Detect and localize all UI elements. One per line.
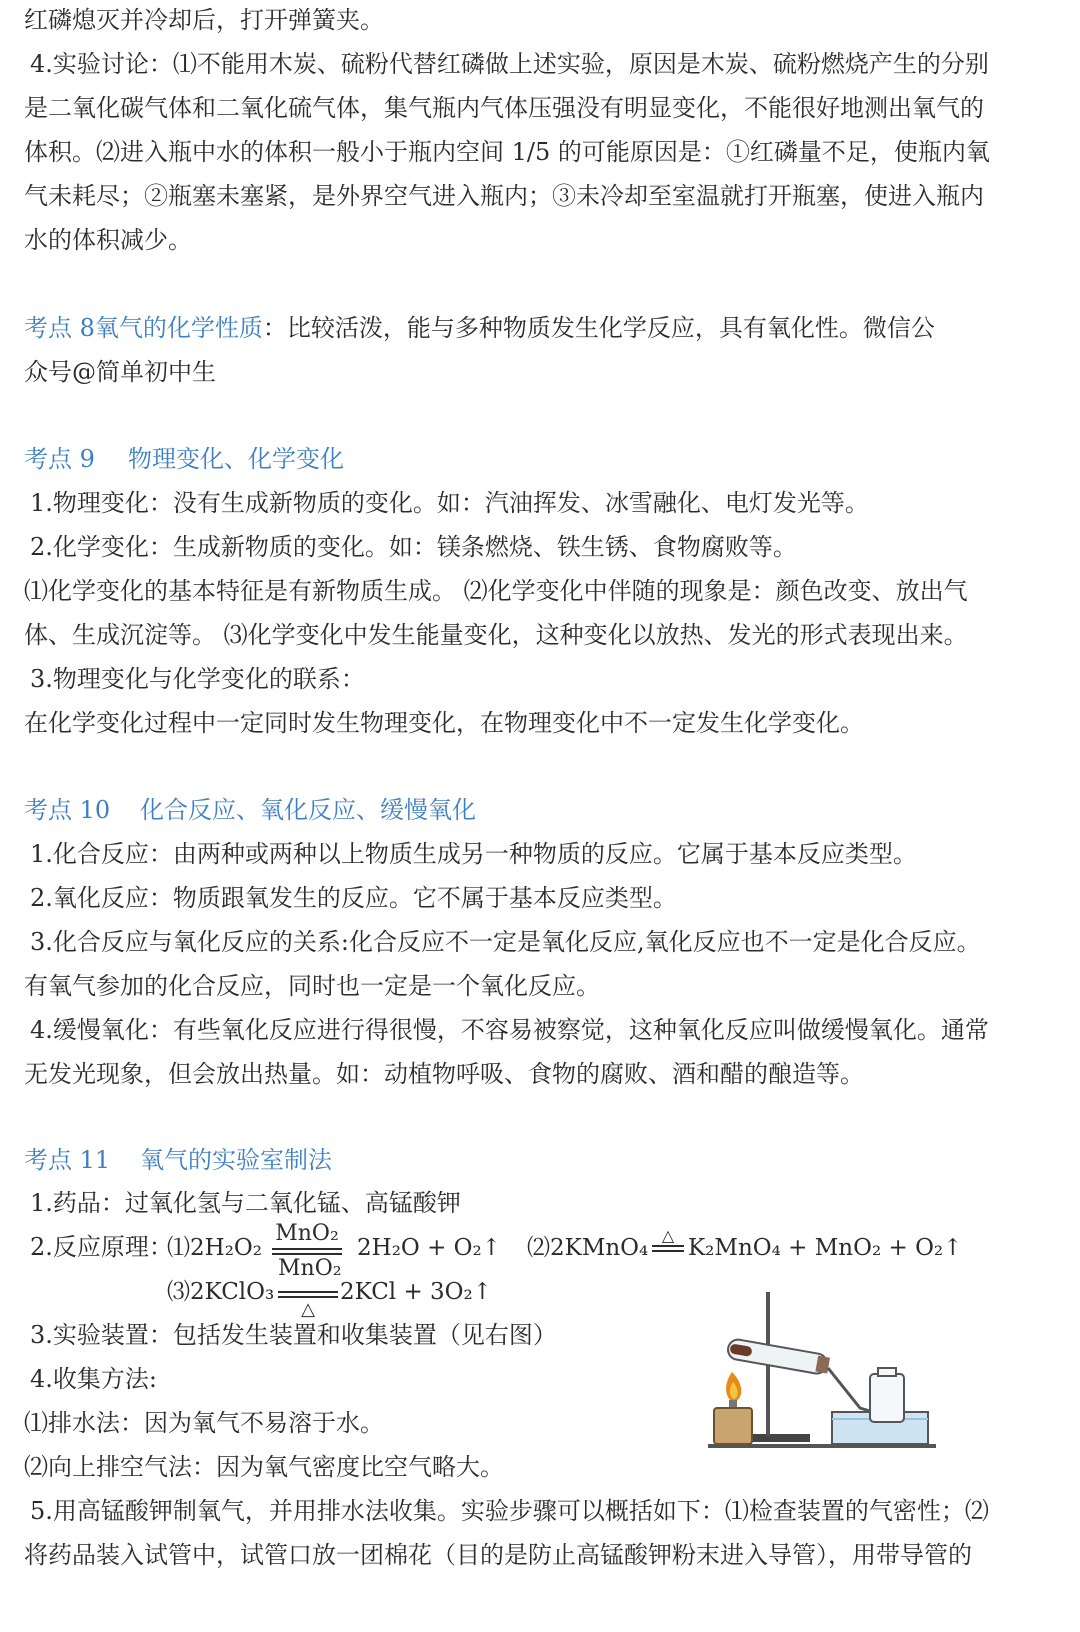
section-text: ：比较活泼，能与多种物质发生化学反应，具有氧化性。微信公	[262, 314, 935, 342]
text-line: 无发光现象，但会放出热量。如：动植物呼吸、食物的腐败、酒和醋的酿造等。	[24, 1060, 864, 1088]
section-number: 考点 9	[24, 445, 95, 473]
section-heading-k8	[24, 313, 1054, 343]
text-line: 有氧气参加的化合反应，同时也一定是一个氧化反应。	[24, 972, 600, 1000]
equation-1-left: ⑴2H₂O₂	[167, 1235, 262, 1261]
section-number: 考点 10	[24, 796, 111, 824]
text-line: 4.收集方法:	[30, 1365, 157, 1393]
text-line: 4.缓慢氧化：有些氧化反应进行得很慢，不容易被察觉，这种氧化反应叫做缓慢氧化。通常	[30, 1016, 989, 1044]
text-line: ⑵向上排空气法：因为氧气密度比空气略大。	[24, 1453, 504, 1481]
equation-3-right: 2KCl + 3O₂↑	[340, 1279, 493, 1305]
section-title: 物理变化、化学变化	[128, 445, 344, 473]
text-line: 1.药品：过氧化氢与二氧化锰、高锰酸钾	[30, 1189, 461, 1217]
section-title: 氧气的化学性质	[94, 314, 263, 342]
text-line: 众号@简单初中生	[24, 358, 216, 386]
equation-2-bar	[652, 1250, 684, 1252]
section-heading-k11	[24, 1145, 1054, 1175]
text-line: 3.物理变化与化学变化的联系：	[30, 665, 365, 693]
section-heading-k9	[24, 444, 1054, 474]
equation-3-bar	[278, 1291, 338, 1293]
text-line: 2.化学变化：生成新物质的变化。如：镁条燃烧、铁生锈、食物腐败等。	[30, 533, 797, 561]
section-title: 化合反应、氧化反应、缓慢氧化	[140, 796, 476, 824]
section-number: 考点 11	[24, 1146, 111, 1174]
text-line: 1.化合反应：由两种或两种以上物质生成另一种物质的反应。它属于基本反应类型。	[30, 840, 917, 868]
text-line: 2.氧化反应：物质跟氧发生的反应。它不属于基本反应类型。	[30, 884, 677, 912]
text-line: 5.用高锰酸钾制氧气，并用排水法收集。实验步骤可以概括如下：⑴检查装置的气密性；⑵	[30, 1497, 989, 1525]
equation-1-bar	[272, 1253, 342, 1255]
equation-1-right: 2H₂O + O₂↑	[357, 1235, 502, 1261]
text-line: ⑴化学变化的基本特征是有新物质生成。 ⑵化学变化中伴随的现象是：颜色改变、放出气	[24, 577, 968, 605]
text-line: 红磷熄灭并冷却后，打开弹簧夹。	[24, 6, 384, 34]
reaction-label: 2.反应原理：	[30, 1233, 173, 1261]
section-heading-k10	[24, 795, 1054, 825]
text-line: 水的体积减少。	[24, 226, 192, 254]
text-line: 体、生成沉淀等。 ⑶化学变化中发生能量变化，这种变化以放热、发光的形式表现出来。	[24, 621, 968, 649]
equation-3-left: ⑶2KClO₃	[167, 1279, 275, 1305]
equation-3-condition-bottom: △	[301, 1299, 315, 1320]
section-title: 氧气的实验室制法	[140, 1146, 332, 1174]
equation-1-bar	[272, 1248, 342, 1250]
equation-2-right: K₂MnO₄ + MnO₂ + O₂↑	[688, 1235, 963, 1261]
text-line: 3.实验装置：包括发生装置和收集装置（见右图）	[30, 1321, 557, 1349]
text-line: 将药品装入试管中，试管口放一团棉花（目的是防止高锰酸钾粉末进入导管），用带导管的	[24, 1541, 972, 1569]
text-line: 3.化合反应与氧化反应的关系:化合反应不一定是氧化反应,氧化反应也不一定是化合反应。	[30, 928, 981, 956]
equation-1-condition: MnO₂	[275, 1221, 339, 1246]
text-line: 体积。⑵进入瓶中水的体积一般小于瓶内空间 1/5 的可能原因是：①红磷量不足，使瓶内氧	[24, 138, 990, 166]
equation-3-condition-top: MnO₂	[278, 1256, 342, 1281]
lab-apparatus-diagram-icon	[700, 1282, 940, 1462]
equation-2-bar	[652, 1245, 684, 1247]
equation-2-left: ⑵2KMnO₄	[527, 1235, 649, 1261]
text-line: 是二氧化碳气体和二氧化硫气体，集气瓶内气体压强没有明显变化，不能很好地测出氧气的	[24, 94, 984, 122]
text-line: 气未耗尽；②瓶塞未塞紧，是外界空气进入瓶内；③未冷却至室温就打开瓶塞，使进入瓶内	[24, 182, 984, 210]
text-line: 1.物理变化：没有生成新物质的变化。如：汽油挥发、冰雪融化、电灯发光等。	[30, 489, 869, 517]
text-line: ⑴排水法：因为氧气不易溶于水。	[24, 1409, 384, 1437]
equation-2-condition: △	[661, 1226, 675, 1245]
section-number: 考点 8	[24, 314, 95, 342]
text-line: 在化学变化过程中一定同时发生物理变化，在物理变化中不一定发生化学变化。	[24, 709, 864, 737]
text-line: 4.实验讨论：⑴不能用木炭、硫粉代替红磷做上述实验，原因是木炭、硫粉燃烧产生的分别	[30, 50, 989, 78]
